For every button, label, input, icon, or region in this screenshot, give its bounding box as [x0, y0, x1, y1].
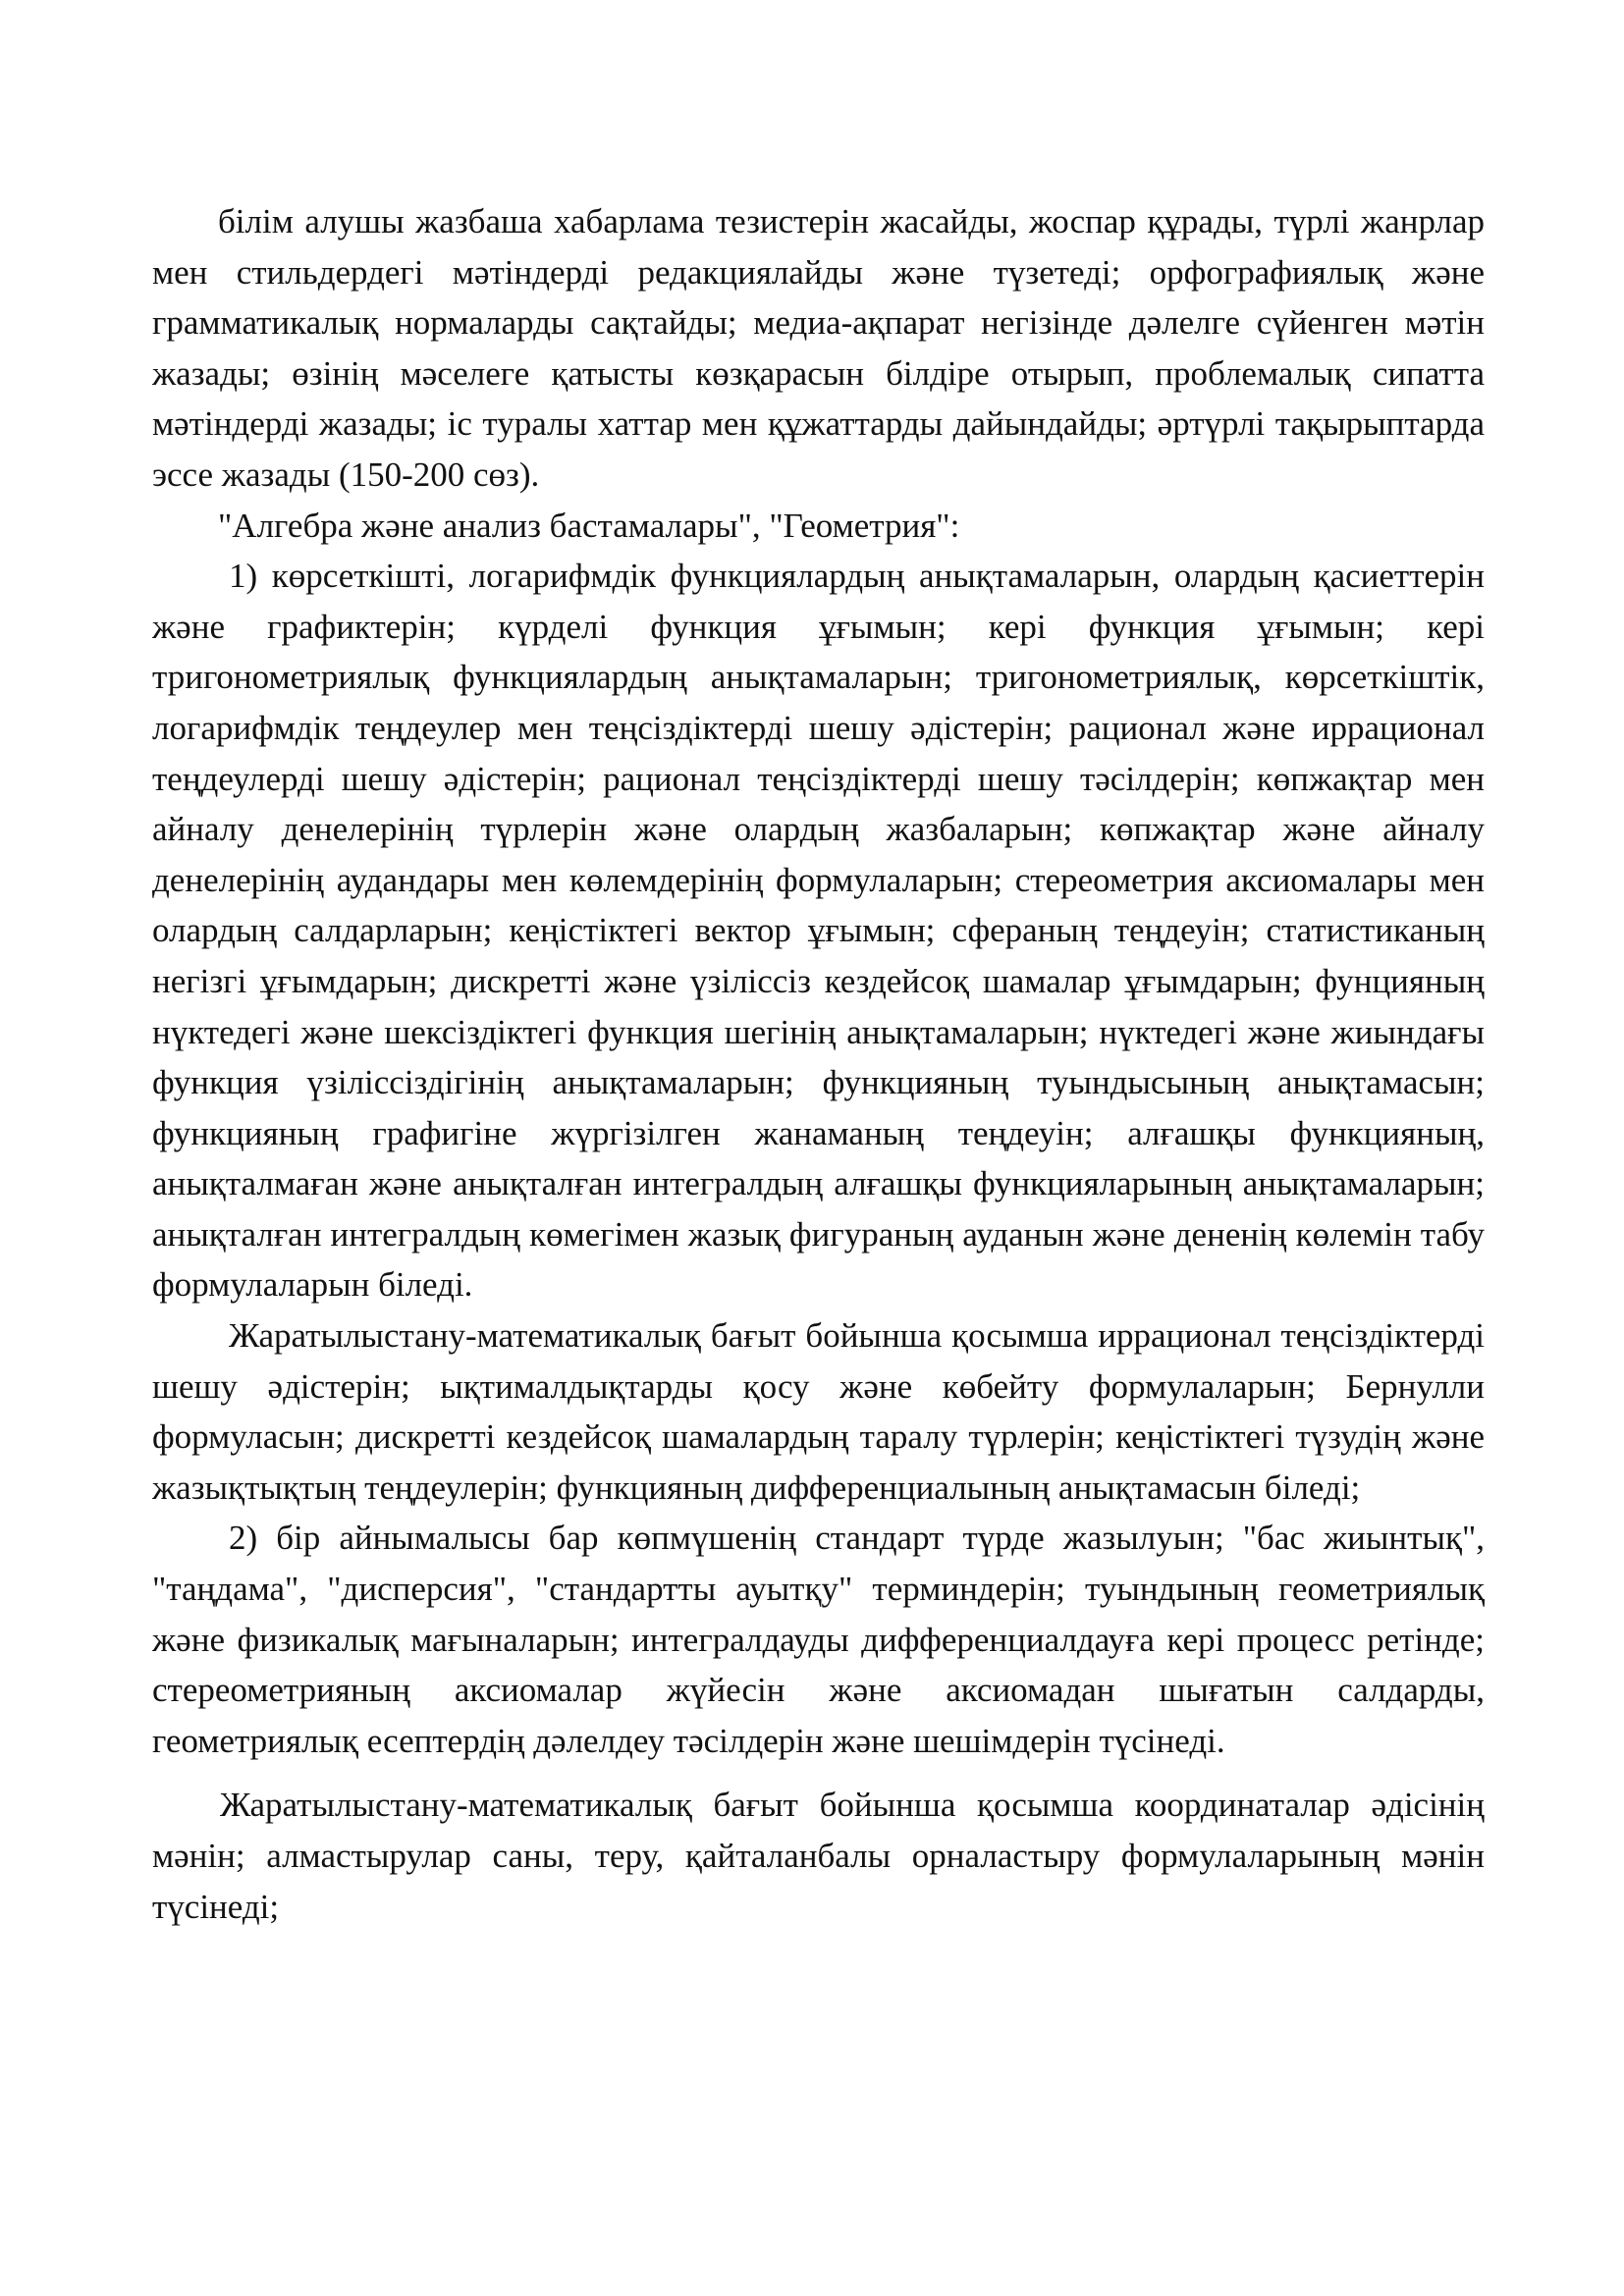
document-body: [152, 196, 1485, 1932]
paragraph-subjects-heading: "Алгебра және анализ бастамалары", "Геометрия":: [218, 506, 960, 545]
paragraph-item-2: 2) бір айнымалысы бар көпмүшенің стандарт түрде жазылуын; "бас жиынтық", "таңдама", "дисперсия", "стандартты ауытқу" терминдерін; туындының геометриялық және физикалық мағыналарын; интегралдауды дифференциалдауға кері процесс ретінде; стереометрияның аксиомалар жүйесін және аксиомадан шығатын салдарды, геометриялық есептердің дәлелдеу тәсілдерін және шешімдерін түсінеді.: [152, 1519, 1485, 1760]
paragraph-writing-skills: білім алушы жазбаша хабарлама тезистерін жасайды, жоспар құрады, түрлі жанрлар мен стильдердегі мәтіндерді редакциялайды және түзетеді; орфографиялық және грамматикалық нормаларды сақтайды; медиа-ақпарат негізінде дәлелге сүйенген мәтін жазады; өзінің мәселеге қатысты көзқарасын білдіре отырып, проблемалық сипатта мәтіндерді жазады; іс туралы хаттар мен құжаттарды дайындайды; әртүрлі тақырыптарда эссе жазады (150-200 сөз).: [152, 202, 1485, 494]
paragraph-item-1: 1) көрсеткішті, логарифмдік функциялардың анықтамаларын, олардың қасиеттерін және графиктерін; күрделі функция ұғымын; кері функция ұғымын; кері тригонометриялық функциялардың анықтамаларын; тригонометриялық, көрсеткіштік, логарифмдік теңдеулер мен теңсіздіктерді шешу әдістерін; рационал және иррационал теңдеулерді шешу әдістерін; рационал теңсіздіктерді шешу тәсілдерін; көпжақтар мен айналу денелерінің түрлерін және олардың жазбаларын; көпжақтар және айналу денелерінің аудандары мен көлемдерінің формулаларын; стереометрия аксиомалары мен олардың салдарларын; кеңістіктегі вектор ұғымын; сфераның теңдеуін; статистиканың негізгі ұғымдарын; дискретті және үзіліссіз кездейсоқ шамалар ұғымдарын; фунцияның нүктедегі және шексіздіктегі функция шегінің анықтамаларын; нүктедегі және жиындағы функция үзіліссіздігінің анықтамаларын; функцияның туындысының анықтамасын; функцияның графигіне жүргізілген жанаманың теңдеуін; алғашқы функцияның, анықталмаған және анықталған интегралдың алғашқы функцияларының анықтамаларын; анықталған интегралдың көмегімен жазық фигураның ауданын және дененің көлемін табу формулаларын біледі.: [152, 557, 1485, 1305]
paragraph-science-math-2: Жаратылыстану-математикалық бағыт бойынша қосымша координаталар әдісінің мәнін; алмастырулар саны, теру, қайталанбалы орналастыру формулаларының мәнін түсінеді;: [152, 1786, 1485, 1926]
paragraph-science-math-1: Жаратылыстану-математикалық бағыт бойынша қосымша иррационал теңсіздіктерді шешу әдістерін; ықтималдықтарды қосу және көбейту формулаларын; Бернулли формуласын; дискретті кездейсоқ шамалардың таралу түрлерін; кеңістіктегі түзудің және жазықтықтың теңдеулерін; функцияның дифференциалының анықтамасын біледі;: [152, 1316, 1485, 1507]
